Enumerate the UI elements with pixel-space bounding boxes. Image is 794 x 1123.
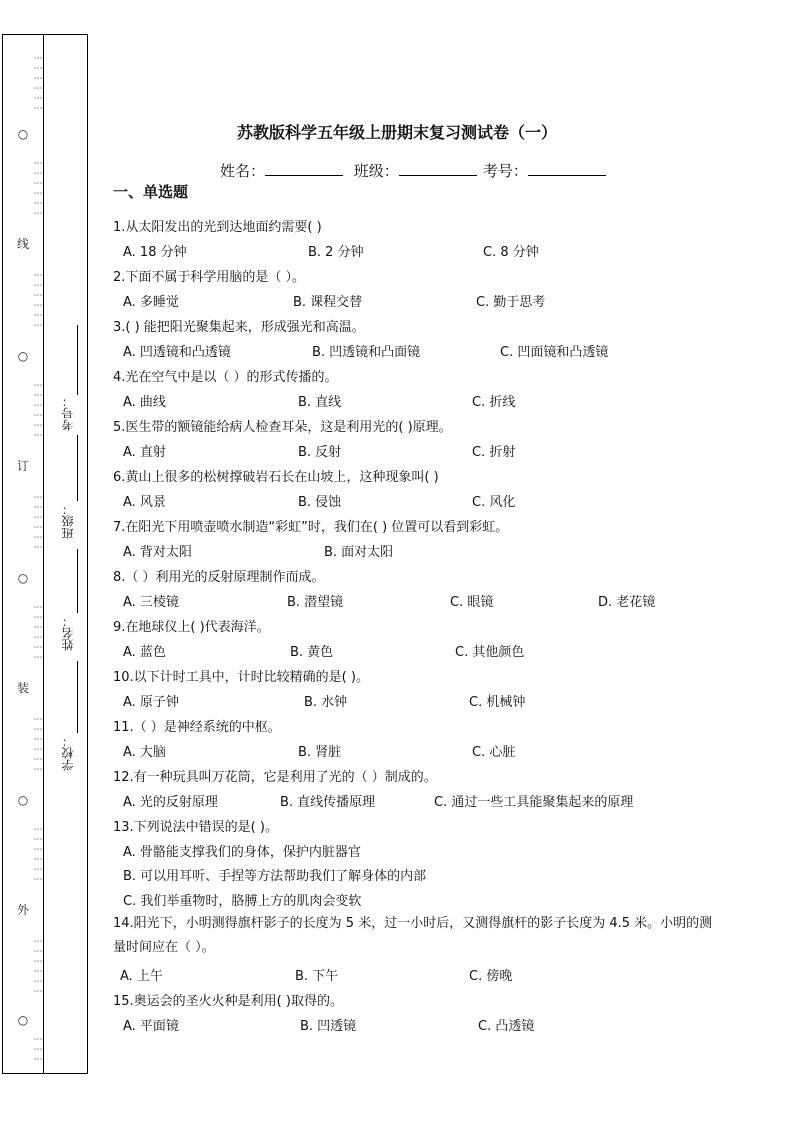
question-6: 6.黄山上很多的松树撑破岩石长在山坡上，这种现象叫( ) xyxy=(113,470,439,485)
option-4a[interactable]: A. 曲线 xyxy=(123,395,166,410)
option-11a[interactable]: A. 大脑 xyxy=(123,745,166,760)
section-title: 一、单选题 xyxy=(113,183,189,201)
option-8d[interactable]: D. 老花镜 xyxy=(598,595,656,610)
seal-dots: ⋯⋯⋯⋯⋯⋯ xyxy=(33,937,43,997)
question-11: 11.（ ）是神经系统的中枢。 xyxy=(113,720,281,735)
option-12c[interactable]: C. 通过一些工具能聚集起来的原理 xyxy=(434,795,634,810)
seal-char-bind: 订 xyxy=(16,459,29,473)
page-title: 苏教版科学五年级上册期末复习测试卷（一） xyxy=(236,123,557,142)
seal-dots: ⋯⋯⋯⋯⋯⋯ xyxy=(33,159,43,219)
seal-dots: ⋯⋯⋯⋯⋯⋯ xyxy=(33,54,43,114)
seal-circle: ○ xyxy=(17,349,29,363)
binding-margin xyxy=(2,34,88,1074)
option-7a[interactable]: A. 背对太阳 xyxy=(123,545,192,560)
question-3: 3.( ) 能把阳光聚集起来，形成强光和高温。 xyxy=(113,320,365,335)
option-3a[interactable]: A. 凹透镜和凸透镜 xyxy=(123,345,231,360)
class-line xyxy=(77,435,78,501)
question-2: 2.下面不属于科学用脑的是（ ）。 xyxy=(113,270,306,285)
seal-dots: ⋯⋯⋯⋯⋯⋯ xyxy=(33,381,43,441)
option-15a[interactable]: A. 平面镜 xyxy=(123,1019,179,1034)
option-5b[interactable]: B. 反射 xyxy=(298,445,342,460)
seal-dots: ⋯⋯⋯⋯⋯⋯ xyxy=(33,715,43,775)
option-9a[interactable]: A. 蓝色 xyxy=(123,645,166,660)
option-13b[interactable]: B. 可以用耳听、手捏等方法帮助我们了解身体的内部 xyxy=(123,869,427,884)
name-line xyxy=(77,549,78,613)
exam-number-label: 考号： xyxy=(60,395,75,431)
question-1: 1.从太阳发出的光到达地面约需要( ) xyxy=(113,220,322,235)
option-8c[interactable]: C. 眼镜 xyxy=(450,595,494,610)
question-5: 5.医生带的额镜能给病人检查耳朵，这是利用光的( )原理。 xyxy=(113,420,452,435)
option-7b[interactable]: B. 面对太阳 xyxy=(324,545,394,560)
option-15c[interactable]: C. 凸透镜 xyxy=(478,1019,535,1034)
question-15: 15.奥运会的圣火火种是利用( )取得的。 xyxy=(113,994,343,1009)
seal-char-pack: 装 xyxy=(16,681,29,695)
seal-dots: ⋯⋯⋯ xyxy=(33,1035,43,1065)
class-label: 班级： xyxy=(60,503,75,539)
question-12: 12.有一种玩具叫万花筒，它是利用了光的（ ）制成的。 xyxy=(113,770,437,785)
class-field[interactable] xyxy=(53,503,83,539)
option-8b[interactable]: B. 潜望镜 xyxy=(287,595,344,610)
question-14: 14.阳光下，小明测得旗杆影子的长度为 5 米，过一小时后，又测得旗杆的影子长度为 4.5 米。小明的测量时间应在（ ）。 xyxy=(113,916,713,955)
name-label: 姓名： xyxy=(60,615,75,651)
option-6b[interactable]: B. 侵蚀 xyxy=(298,495,342,510)
school-label: 学校： xyxy=(60,735,75,771)
option-9b[interactable]: B. 黄色 xyxy=(290,645,334,660)
option-11c[interactable]: C. 心脏 xyxy=(472,745,516,760)
question-9: 9.在地球仪上( )代表海洋。 xyxy=(113,620,270,635)
seal-circle: ○ xyxy=(17,1013,29,1027)
option-10c[interactable]: C. 机械钟 xyxy=(469,695,526,710)
question-7: 7.在阳光下用喷壶喷水制造“彩虹”时，我们在( ) 位置可以看到彩虹。 xyxy=(113,520,509,535)
seal-circle: ○ xyxy=(17,793,29,807)
option-5a[interactable]: A. 直射 xyxy=(123,445,166,460)
exam-number-field[interactable] xyxy=(53,395,83,431)
seal-dots: ⋯⋯⋯⋯⋯⋯ xyxy=(33,493,43,553)
option-13a[interactable]: A. 骨骼能支撑我们的身体，保护内脏器官 xyxy=(123,845,361,860)
option-14c[interactable]: C. 傍晚 xyxy=(469,969,513,984)
exam-number-line xyxy=(77,325,78,395)
class-label: 班级： xyxy=(353,162,399,180)
number-label: 考号： xyxy=(482,162,528,180)
seal-circle: ○ xyxy=(17,127,29,141)
option-2a[interactable]: A. 多睡觉 xyxy=(123,295,179,310)
number-blank[interactable] xyxy=(528,161,606,176)
question-8: 8.（ ）利用光的反射原理制作而成。 xyxy=(113,570,325,585)
student-info-row xyxy=(220,160,612,181)
seal-dots: ⋯⋯⋯⋯⋯⋯ xyxy=(33,825,43,885)
option-11b[interactable]: B. 肾脏 xyxy=(298,745,342,760)
option-14a[interactable]: A. 上午 xyxy=(120,969,163,984)
margin-divider xyxy=(43,35,44,1073)
option-6a[interactable]: A. 风景 xyxy=(123,495,166,510)
option-1c[interactable]: C. 8 分钟 xyxy=(483,245,539,260)
option-15b[interactable]: B. 凹透镜 xyxy=(300,1019,357,1034)
option-1a[interactable]: A. 18 分钟 xyxy=(123,245,187,260)
seal-char-outer: 外 xyxy=(16,903,29,917)
option-3b[interactable]: B. 凹透镜和凸面镜 xyxy=(312,345,421,360)
option-12a[interactable]: A. 光的反射原理 xyxy=(123,795,218,810)
option-9c[interactable]: C. 其他颜色 xyxy=(455,645,525,660)
seal-dots: ⋯⋯⋯⋯⋯⋯ xyxy=(33,271,43,331)
class-blank[interactable] xyxy=(399,161,477,176)
option-4c[interactable]: C. 折线 xyxy=(472,395,516,410)
seal-line xyxy=(3,35,43,1073)
seal-char-line: 线 xyxy=(16,237,29,251)
option-6c[interactable]: C. 风化 xyxy=(472,495,516,510)
option-2c[interactable]: C. 勤于思考 xyxy=(476,295,546,310)
name-label: 姓名： xyxy=(220,162,266,180)
question-10: 10.以下计时工具中，计时比较精确的是( )。 xyxy=(113,670,369,685)
option-1b[interactable]: B. 2 分钟 xyxy=(308,245,364,260)
option-4b[interactable]: B. 直线 xyxy=(298,395,342,410)
option-3c[interactable]: C. 凹面镜和凸透镜 xyxy=(500,345,609,360)
option-2b[interactable]: B. 课程交替 xyxy=(293,295,363,310)
name-blank[interactable] xyxy=(265,161,343,176)
option-8a[interactable]: A. 三棱镜 xyxy=(123,595,179,610)
name-field[interactable] xyxy=(53,615,83,651)
option-10b[interactable]: B. 水钟 xyxy=(304,695,348,710)
option-14b[interactable]: B. 下午 xyxy=(295,969,339,984)
question-4: 4.光在空气中是以（ ）的形式传播的。 xyxy=(113,370,338,385)
seal-circle: ○ xyxy=(17,571,29,585)
option-5c[interactable]: C. 折射 xyxy=(472,445,516,460)
school-field[interactable] xyxy=(53,735,83,771)
option-13c[interactable]: C. 我们举重物时，胳膊上方的肌肉会变软 xyxy=(123,894,362,909)
option-12b[interactable]: B. 直线传播原理 xyxy=(280,795,376,810)
school-line xyxy=(77,661,78,733)
question-13: 13.下列说法中错误的是( )。 xyxy=(113,820,278,835)
seal-dots: ⋯⋯⋯⋯⋯⋯ xyxy=(33,603,43,663)
option-10a[interactable]: A. 原子钟 xyxy=(123,695,179,710)
